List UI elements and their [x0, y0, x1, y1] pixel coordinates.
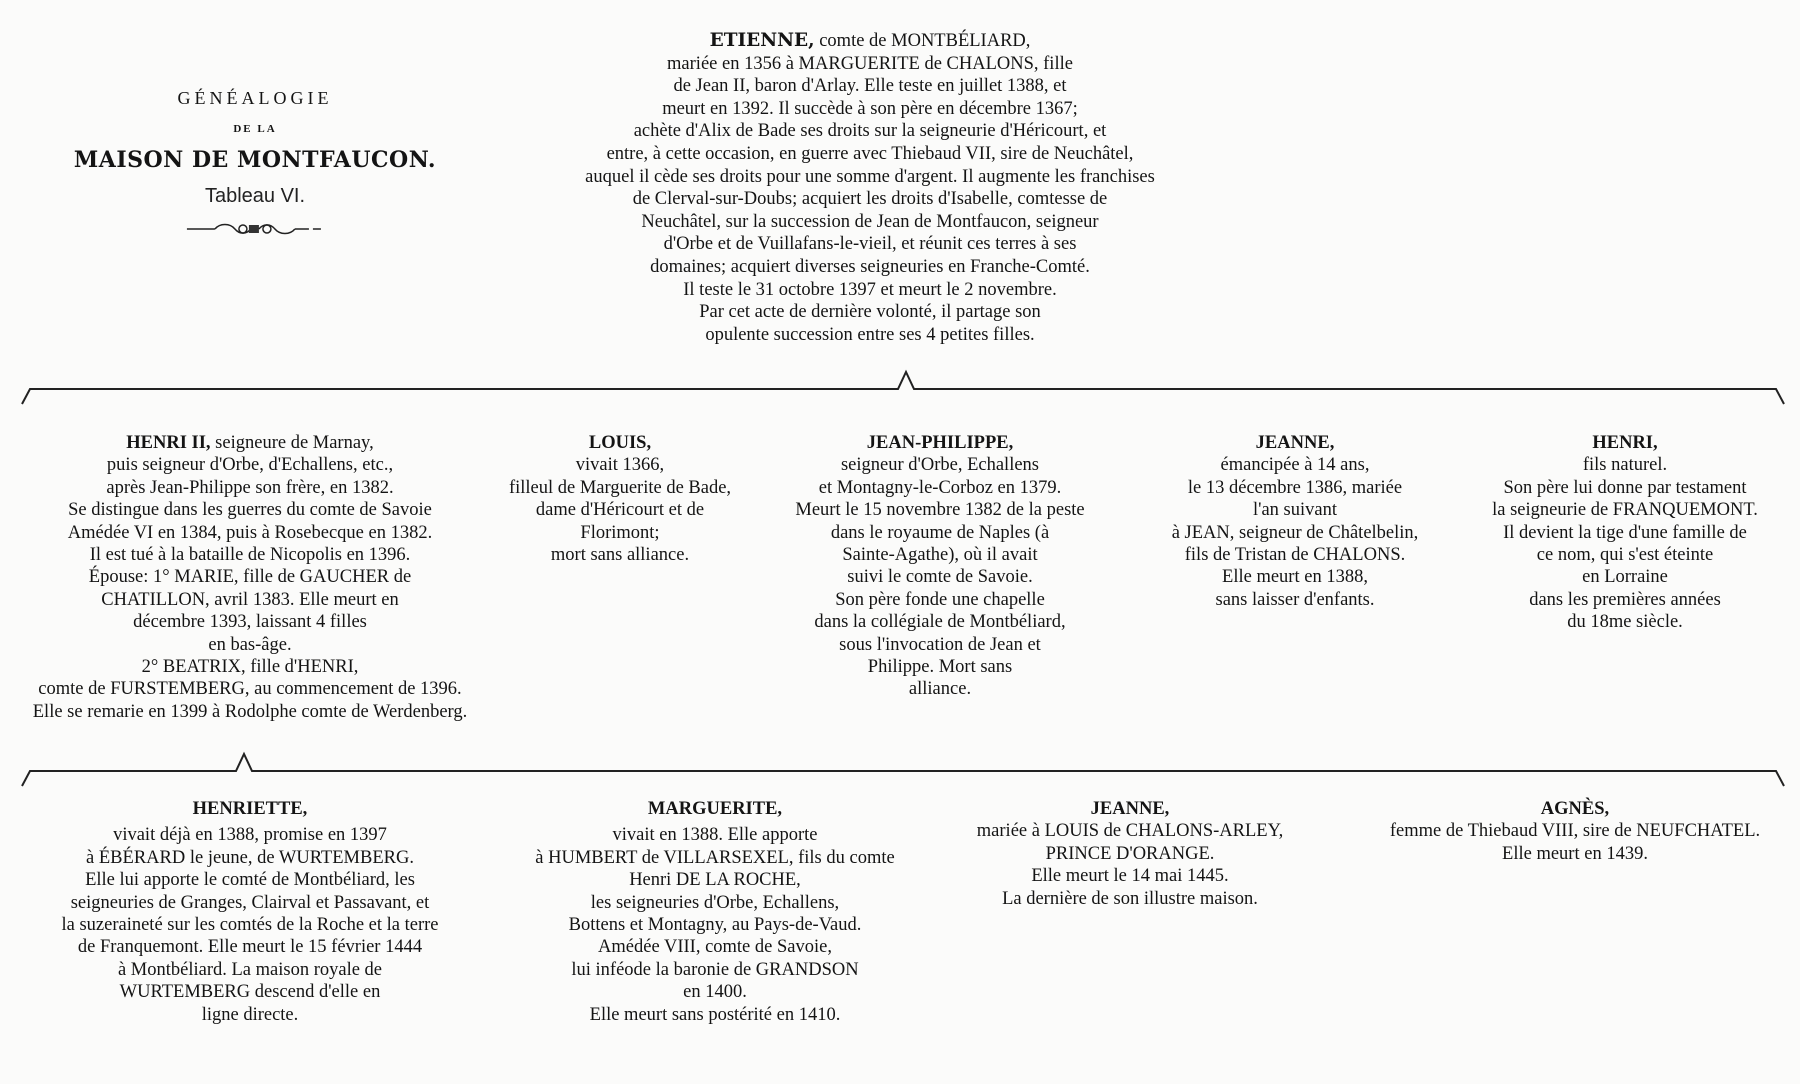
text-line: Meurt le 15 novembre 1382 de la peste: [795, 500, 1085, 521]
text-line: de Clerval-sur-Doubs; acquiert les droits d'Isabelle, comtesse de: [632, 189, 1108, 210]
text-line: lui inféode la baronie de GRANDSON: [571, 959, 859, 980]
text-line: mariée en 1356 à MARGUERITE de CHALONS, fille: [667, 53, 1073, 74]
text-line: la suzeraineté sur les comtés de la Roche et la terre: [61, 915, 439, 936]
text-line: Elle meurt en 1439.: [1502, 843, 1648, 864]
text-line: le 13 décembre 1386, mariée: [1187, 477, 1403, 498]
person-name: ETIENNE,: [709, 30, 815, 51]
text-line: mariée à LOUIS de CHALONS-ARLEY,: [976, 821, 1284, 842]
text-line: suivi le comte de Savoie.: [847, 567, 1033, 588]
text-line: Il teste le 31 octobre 1397 et meurt le 2 novembre.: [683, 279, 1057, 300]
text-line: de Franquemont. Elle meurt le 15 février 1444: [77, 937, 423, 958]
text-line: dame d'Héricourt et de: [535, 500, 705, 521]
grandchild-entry-marguerite: [535, 798, 894, 1026]
text-line: à JEAN, seigneur de Châtelbelin,: [1171, 522, 1419, 543]
text-line: meurt en 1392. Il succède à son père en décembre 1367;: [662, 98, 1078, 119]
text-line: les seigneuries d'Orbe, Echallens,: [590, 892, 840, 913]
text-line: Par cet acte de dernière volonté, il partage son: [699, 302, 1041, 323]
text-line: en Lorraine: [1582, 567, 1668, 588]
text-line: PRINCE D'ORANGE.: [1045, 843, 1215, 864]
title-block: [74, 88, 436, 243]
text-line: fils de Tristan de CHALONS.: [1184, 545, 1406, 566]
text-line: Elle meurt en 1388,: [1222, 567, 1368, 588]
text-line: puis seigneur d'Orbe, d'Echallens, etc.,: [106, 455, 394, 476]
child-entry-jeanne: [1172, 432, 1419, 611]
child-entry-henri-natural-son: [1492, 432, 1758, 634]
text-line: Il devient la tige d'une famille de: [1503, 522, 1747, 543]
text-line: 2° BEATRIX, fille d'HENRI,: [141, 657, 359, 678]
text-line: vivait déjà en 1388, promise en 1397: [113, 825, 387, 846]
person-name: AGNÈS,: [1540, 799, 1610, 819]
text-line: seigneur d'Orbe, Echallens: [840, 455, 1040, 476]
text-line: Amédée VIII, comte de Savoie,: [598, 937, 832, 958]
person-name: HENRI II,: [126, 433, 211, 453]
family-connector-line-1: [0, 370, 1800, 410]
child-entry-jean-philippe: [795, 432, 1084, 701]
text-line: ligne directe.: [201, 1004, 299, 1025]
text-line: fils naturel.: [1582, 455, 1668, 476]
text-line: Elle meurt le 14 mai 1445.: [1031, 866, 1229, 887]
text-line: vivait en 1388. Elle apporte: [612, 825, 818, 846]
text-line: sous l'invocation de Jean et: [839, 634, 1041, 655]
text-line: alliance.: [908, 679, 972, 700]
text-line: Neuchâtel, sur la succession de Jean de Montfaucon, seigneur: [641, 211, 1099, 232]
title-de-la: DE LA: [233, 123, 277, 135]
text-line: Henri DE LA ROCHE,: [629, 870, 801, 891]
text-line: Son père fonde une chapelle: [835, 589, 1045, 610]
text-line: filleul de Marguerite de Bade,: [508, 477, 732, 498]
person-name: HENRI,: [1592, 433, 1658, 453]
text-line: La dernière de son illustre maison.: [1002, 888, 1258, 909]
child-entry-henri-ii: HENRI II, seigneure de Marnay, puis seigneur d'Orbe, d'Echallens, etc., après Jean-Philippe son frère, en 1382. Se distingue dans les guerres du comte de Savoie Amédée VI en 1384, puis à Rosebecque en 1382. Il est tué à la bataille de Nicopolis en 1396. Épouse: 1° MARIE, fille de GAUCHER de CHATILLON, avril 1383. Elle meurt en décembre 1393, laissant 4 filles en bas-âge. 2° BEATRIX, fille d'HENRI, comte de FURSTEMBERG, au commencement de 1396. Elle se remarie en 1399 à Rodolphe comte de Werdenberg.: [32, 433, 468, 722]
text-line: seigneuries de Granges, Clairval et Passavant, et: [70, 892, 430, 913]
text-line: WURTEMBERG descend d'elle en: [119, 982, 381, 1003]
text-line: à Montbéliard. La maison royale de: [117, 959, 383, 980]
text-line: Amédée VI en 1384, puis à Rosebecque en 1382.: [67, 522, 433, 543]
text-line: Il est tué à la bataille de Nicopolis en 1396.: [89, 545, 411, 566]
text-line: dans le royaume de Naples (à: [830, 522, 1050, 543]
text-line: Se distingue dans les guerres du comte de Savoie: [68, 500, 432, 521]
text-line: vivait 1366,: [575, 455, 665, 476]
text-line: et Montagny-le-Corboz en 1379.: [818, 477, 1062, 498]
text-line: Philippe. Mort sans: [867, 657, 1013, 678]
text-line: CHATILLON, avril 1383. Elle meurt en: [101, 589, 399, 610]
person-name: JEAN-PHILIPPE,: [866, 433, 1014, 453]
title-genealogie: GÉNÉALOGIE: [177, 88, 333, 108]
person-name: HENRIETTE,: [192, 799, 308, 819]
person-name: LOUIS,: [588, 433, 652, 453]
text-line: achète d'Alix de Bade ses droits sur la seigneurie d'Héricourt, et: [633, 121, 1107, 142]
text-line: dans la collégiale de Montbéliard,: [814, 612, 1066, 633]
text-line: décembre 1393, laissant 4 filles: [133, 612, 367, 633]
table-number: Tableau VI.: [204, 185, 306, 207]
text-line: Épouse: 1° MARIE, fille de GAUCHER de: [88, 567, 412, 588]
text-line: Sainte-Agathe), où il avait: [842, 545, 1038, 566]
text-line: Elle lui apporte le comté de Montbéliard, les: [85, 870, 415, 891]
text-line: femme de Thiebaud VIII, sire de NEUFCHATEL.: [1389, 821, 1761, 842]
text-line: ce nom, qui s'est éteinte: [1536, 545, 1714, 566]
root-entry-etienne: ETIENNE, comte de MONTBÉLIARD, mariée en 1356 à MARGUERITE de CHALONS, fille de Jean II, baron d'Arlay. Elle teste en juillet 1388, et meurt en 1392. Il succède à son père en décembre 1367; achète d'Alix de Bade ses droits sur la seigneurie d'Héricourt, et entre, à cette occasion, en guerre avec Thiebaud VII, sire de Neuchâtel, auquel il cède ses droits pour une somme d'argent. Il augmente les franchises de Clerval-sur-Doubs; acquiert les droits d'Isabelle, comtesse de Neuchâtel, sur la succession de Jean de Montfaucon, seigneur d'Orbe et de Vuillafans-le-vieil, et réunit ces terres à ses domaines; acquiert diverses seigneuries en Franche-Comté. Il teste le 31 octobre 1397 et meurt le 2 novembre. Par cet acte de dernière volonté, il partage son opulente succession entre ses 4 petites filles.: [585, 30, 1155, 345]
text-line: domaines; acquiert diverses seigneuries en Franche-Comté.: [650, 256, 1090, 277]
text-line: sans laisser d'enfants.: [1215, 589, 1375, 610]
person-name: JEANNE,: [1090, 799, 1170, 819]
text-line: Son père lui donne par testament: [1503, 477, 1747, 498]
text-line: mort sans alliance.: [550, 545, 690, 566]
grandchild-entry-agnes: [1390, 798, 1760, 865]
child-entry-louis: [509, 432, 731, 566]
text-line: Elle meurt sans postérité en 1410.: [589, 1004, 841, 1025]
text-line: émancipée à 14 ans,: [1220, 455, 1370, 476]
text-line: auquel il cède ses droits pour une somme d'argent. Il augmente les franchises: [585, 166, 1155, 187]
text-line: dans les premières années: [1529, 589, 1721, 610]
text-line: Bottens et Montagny, au Pays-de-Vaud.: [568, 915, 862, 936]
text-line: après Jean-Philippe son frère, en 1382.: [106, 477, 394, 498]
text-line: l'an suivant: [1252, 500, 1337, 521]
ornament-flourish-icon: [74, 220, 436, 243]
text-line: la seigneurie de FRANQUEMONT.: [1492, 500, 1758, 521]
grandchild-entry-henriette: [61, 798, 438, 1026]
family-connector-line-2: [0, 752, 1800, 792]
text-line: opulente succession entre ses 4 petites filles.: [705, 324, 1035, 345]
text-line: de Jean II, baron d'Arlay. Elle teste en juillet 1388, et: [673, 76, 1067, 97]
person-name: JEANNE,: [1255, 433, 1335, 453]
text-line: à ÉBÉRARD le jeune, de WURTEMBERG.: [86, 847, 414, 868]
person-name: MARGUERITE,: [647, 799, 783, 819]
text-line: comte de FURSTEMBERG, au commencement de 1396.: [38, 679, 462, 700]
text-line: entre, à cette occasion, en guerre avec Thiebaud VII, sire de Neuchâtel,: [606, 143, 1134, 164]
text-line: en 1400.: [683, 982, 747, 1003]
grandchild-entry-jeanne: [977, 798, 1283, 910]
page-title: MAISON DE MONTFAUCON.: [73, 147, 437, 173]
text-line: à HUMBERT de VILLARSEXEL, fils du comte: [535, 847, 895, 868]
text-line: Florimont;: [580, 522, 660, 543]
text-line: Elle se remarie en 1399 à Rodolphe comte de Werdenberg.: [32, 701, 468, 722]
text-line: du 18me siècle.: [1567, 612, 1683, 633]
text-line: en bas-âge.: [208, 634, 292, 655]
text-line: d'Orbe et de Vuillafans-le-vieil, et réunit ces terres à ses: [663, 234, 1077, 255]
